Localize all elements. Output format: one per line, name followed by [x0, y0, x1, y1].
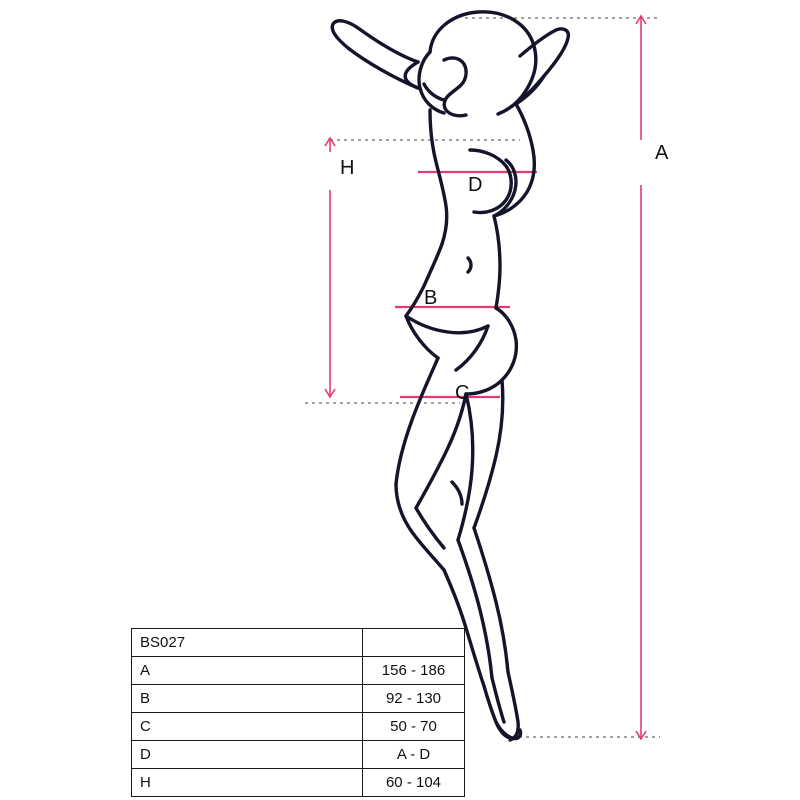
- table-row: [132, 741, 465, 769]
- table-cell-key: C: [132, 713, 363, 741]
- size-table: [131, 628, 465, 797]
- table-cell-key: D: [132, 741, 363, 769]
- dimension-A: [636, 16, 646, 739]
- measure-label-H: H: [340, 157, 355, 179]
- table-cell-value: A - D: [363, 741, 465, 769]
- dimension-H: [325, 138, 335, 397]
- measure-label-B: B: [424, 287, 438, 309]
- table-row: [132, 769, 465, 797]
- table-cell-key: BS027: [132, 629, 363, 657]
- measure-label-A: A: [655, 142, 669, 164]
- table-cell-key: H: [132, 769, 363, 797]
- table-cell-value: 92 - 130: [363, 685, 465, 713]
- table-row: [132, 685, 465, 713]
- table-row: [132, 657, 465, 685]
- table-row: [132, 629, 465, 657]
- table-cell-value: 60 - 104: [363, 769, 465, 797]
- measure-label-D: D: [468, 174, 483, 196]
- table-cell-value: [363, 629, 465, 657]
- table-cell-key: A: [132, 657, 363, 685]
- table-cell-value: 156 - 186: [363, 657, 465, 685]
- table-row: [132, 713, 465, 741]
- table-cell-key: B: [132, 685, 363, 713]
- table-cell-value: 50 - 70: [363, 713, 465, 741]
- measure-label-C: C: [455, 382, 470, 404]
